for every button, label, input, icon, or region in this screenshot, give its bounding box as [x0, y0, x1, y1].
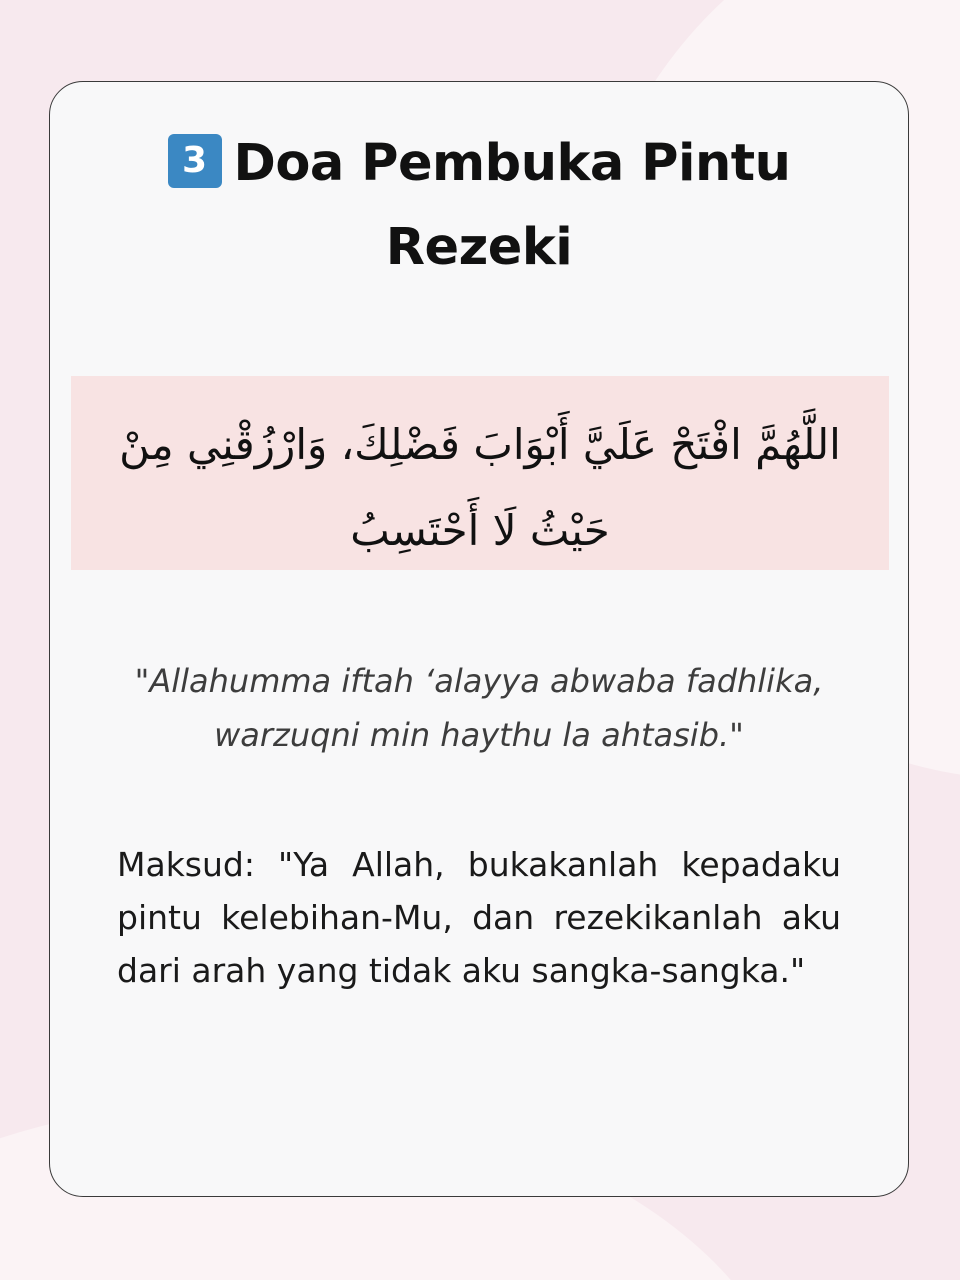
- transliteration-text: "Allahumma iftah ‘alayya abwaba fadhlika, warzuqni min haythu la ahtasib.": [134, 662, 824, 754]
- title-text: Doa Pembuka Pintu: [233, 134, 791, 193]
- number-badge-icon: 3: [168, 134, 222, 188]
- arabic-prayer-box: [71, 376, 889, 570]
- card-title: [50, 122, 908, 290]
- meaning-text: Maksud: "Ya Allah, bukakanlah kepadaku pintu kelebihan-Mu, dan rezekikanlah aku dari arah yang tidak aku sangka-sangka.": [117, 845, 841, 990]
- title-line: [50, 122, 908, 206]
- title-line: Rezeki: [385, 218, 573, 277]
- content-card: [49, 81, 909, 1197]
- arabic-prayer-text: اللَّهُمَّ افْتَحْ عَلَيَّ أَبْوَابَ فَضْلِكَ، وَارْزُقْنِي مِنْ حَيْثُ لَا أَحْتَسِبُ: [119, 420, 841, 555]
